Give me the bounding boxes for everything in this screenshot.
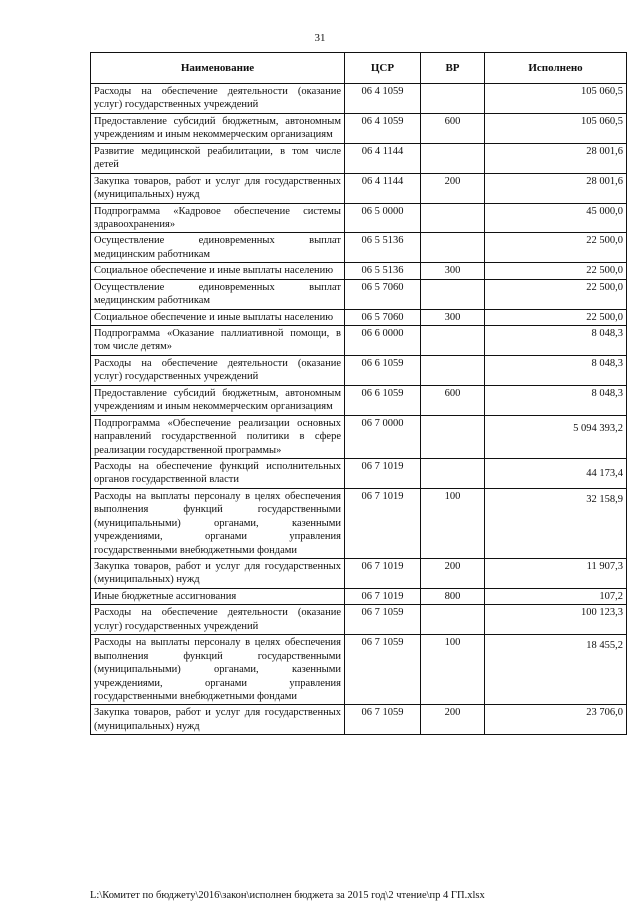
row-csr: 06 7 1019 [345, 458, 421, 488]
row-amount: 22 500,0 [485, 233, 627, 263]
table-row [91, 309, 627, 325]
row-vr: 600 [421, 113, 485, 143]
row-amount: 11 907,3 [485, 559, 627, 589]
row-csr: 06 5 5136 [345, 233, 421, 263]
row-amount: 23 706,0 [485, 705, 627, 735]
row-csr: 06 4 1059 [345, 84, 421, 114]
table-row [91, 326, 627, 356]
row-name: Социальное обеспечение и иные выплаты населению [91, 309, 345, 325]
row-name: Расходы на выплаты персоналу в целях обеспечения выполнения функций государственными (муниципальными) органами, казенными учреждениями, органами управления государственными внебюджетными фондами [91, 488, 345, 558]
table-row [91, 635, 627, 705]
row-amount: 45 000,0 [485, 203, 627, 233]
row-amount: 100 123,3 [485, 605, 627, 635]
row-vr: 200 [421, 559, 485, 589]
row-vr [421, 605, 485, 635]
row-csr: 06 7 1059 [345, 605, 421, 635]
header-amount: Исполнено [485, 53, 627, 84]
row-vr: 300 [421, 263, 485, 279]
row-amount: 107,2 [485, 588, 627, 604]
table-row [91, 588, 627, 604]
row-vr [421, 458, 485, 488]
row-vr: 600 [421, 385, 485, 415]
row-csr: 06 5 7060 [345, 309, 421, 325]
row-vr: 100 [421, 635, 485, 705]
budget-execution-table [90, 52, 627, 735]
row-amount: 105 060,5 [485, 84, 627, 114]
row-amount: 22 500,0 [485, 263, 627, 279]
row-name: Расходы на обеспечение функций исполнительных органов государственной власти [91, 458, 345, 488]
row-csr: 06 4 1144 [345, 173, 421, 203]
header-name: Наименование [91, 53, 345, 84]
row-csr: 06 5 0000 [345, 203, 421, 233]
row-vr: 100 [421, 488, 485, 558]
row-vr: 200 [421, 705, 485, 735]
table-header-row [91, 53, 627, 84]
table-row [91, 203, 627, 233]
row-name: Иные бюджетные ассигнования [91, 588, 345, 604]
row-name: Предоставление субсидий бюджетным, автономным учреждениям и иным некоммерческим организациям [91, 385, 345, 415]
header-csr: ЦСР [345, 53, 421, 84]
row-amount: 44 173,4 [485, 458, 627, 488]
header-vr: ВР [421, 53, 485, 84]
row-csr: 06 7 1019 [345, 559, 421, 589]
row-csr: 06 5 5136 [345, 263, 421, 279]
footer-file-path: L:\Комитет по бюджету\2016\закон\исполнен бюджета за 2015 год\2 чтение\пр 4 ГП.xlsx [90, 890, 485, 901]
row-vr [421, 143, 485, 173]
row-amount: 28 001,6 [485, 173, 627, 203]
row-csr: 06 6 1059 [345, 355, 421, 385]
table-row [91, 559, 627, 589]
row-name: Осуществление единовременных выплат медицинским работникам [91, 233, 345, 263]
row-amount: 5 094 393,2 [485, 415, 627, 458]
table-row [91, 279, 627, 309]
table-row [91, 84, 627, 114]
row-amount: 22 500,0 [485, 309, 627, 325]
row-csr: 06 4 1144 [345, 143, 421, 173]
row-amount: 8 048,3 [485, 385, 627, 415]
row-vr [421, 84, 485, 114]
row-name: Закупка товаров, работ и услуг для государственных (муниципальных) нужд [91, 705, 345, 735]
row-vr: 800 [421, 588, 485, 604]
row-name: Закупка товаров, работ и услуг для государственных (муниципальных) нужд [91, 559, 345, 589]
row-name: Расходы на обеспечение деятельности (оказание услуг) государственных учреждений [91, 84, 345, 114]
table-row [91, 173, 627, 203]
table-row [91, 113, 627, 143]
row-vr [421, 355, 485, 385]
row-amount: 8 048,3 [485, 355, 627, 385]
table-row [91, 385, 627, 415]
row-amount: 22 500,0 [485, 279, 627, 309]
row-csr: 06 7 1019 [345, 588, 421, 604]
table-row [91, 143, 627, 173]
row-vr [421, 415, 485, 458]
row-amount: 105 060,5 [485, 113, 627, 143]
table-row [91, 415, 627, 458]
row-csr: 06 6 0000 [345, 326, 421, 356]
table-row [91, 605, 627, 635]
row-name: Подпрограмма «Оказание паллиативной помощи, в том числе детям» [91, 326, 345, 356]
table-row [91, 233, 627, 263]
table-row [91, 458, 627, 488]
row-amount: 18 455,2 [485, 635, 627, 705]
row-csr: 06 7 1059 [345, 705, 421, 735]
row-name: Социальное обеспечение и иные выплаты населению [91, 263, 345, 279]
row-amount: 28 001,6 [485, 143, 627, 173]
row-vr [421, 279, 485, 309]
row-csr: 06 5 7060 [345, 279, 421, 309]
row-csr: 06 7 0000 [345, 415, 421, 458]
row-name: Расходы на обеспечение деятельности (оказание услуг) государственных учреждений [91, 355, 345, 385]
row-vr: 200 [421, 173, 485, 203]
row-name: Осуществление единовременных выплат медицинским работникам [91, 279, 345, 309]
row-name: Закупка товаров, работ и услуг для государственных (муниципальных) нужд [91, 173, 345, 203]
row-name: Подпрограмма «Обеспечение реализации основных направлений государственной политики в сфере реализации государственной программы» [91, 415, 345, 458]
table-row [91, 705, 627, 735]
row-vr: 300 [421, 309, 485, 325]
row-csr: 06 7 1019 [345, 488, 421, 558]
row-csr: 06 4 1059 [345, 113, 421, 143]
row-name: Расходы на выплаты персоналу в целях обеспечения выполнения функций государственными (муниципальными) органами, казенными учреждениями, органами управления государственными внебюджетными фондами [91, 635, 345, 705]
row-vr [421, 203, 485, 233]
row-vr [421, 326, 485, 356]
row-csr: 06 7 1059 [345, 635, 421, 705]
table-row [91, 263, 627, 279]
row-amount: 32 158,9 [485, 488, 627, 558]
row-name: Подпрограмма «Кадровое обеспечение системы здравоохранения» [91, 203, 345, 233]
row-amount: 8 048,3 [485, 326, 627, 356]
row-name: Расходы на обеспечение деятельности (оказание услуг) государственных учреждений [91, 605, 345, 635]
row-name: Предоставление субсидий бюджетным, автономным учреждениям и иным некоммерческим организациям [91, 113, 345, 143]
row-name: Развитие медицинской реабилитации, в том числе детей [91, 143, 345, 173]
row-csr: 06 6 1059 [345, 385, 421, 415]
table-row [91, 488, 627, 558]
page-number: 31 [314, 32, 326, 44]
row-vr [421, 233, 485, 263]
table-row [91, 355, 627, 385]
table-body [91, 84, 627, 735]
